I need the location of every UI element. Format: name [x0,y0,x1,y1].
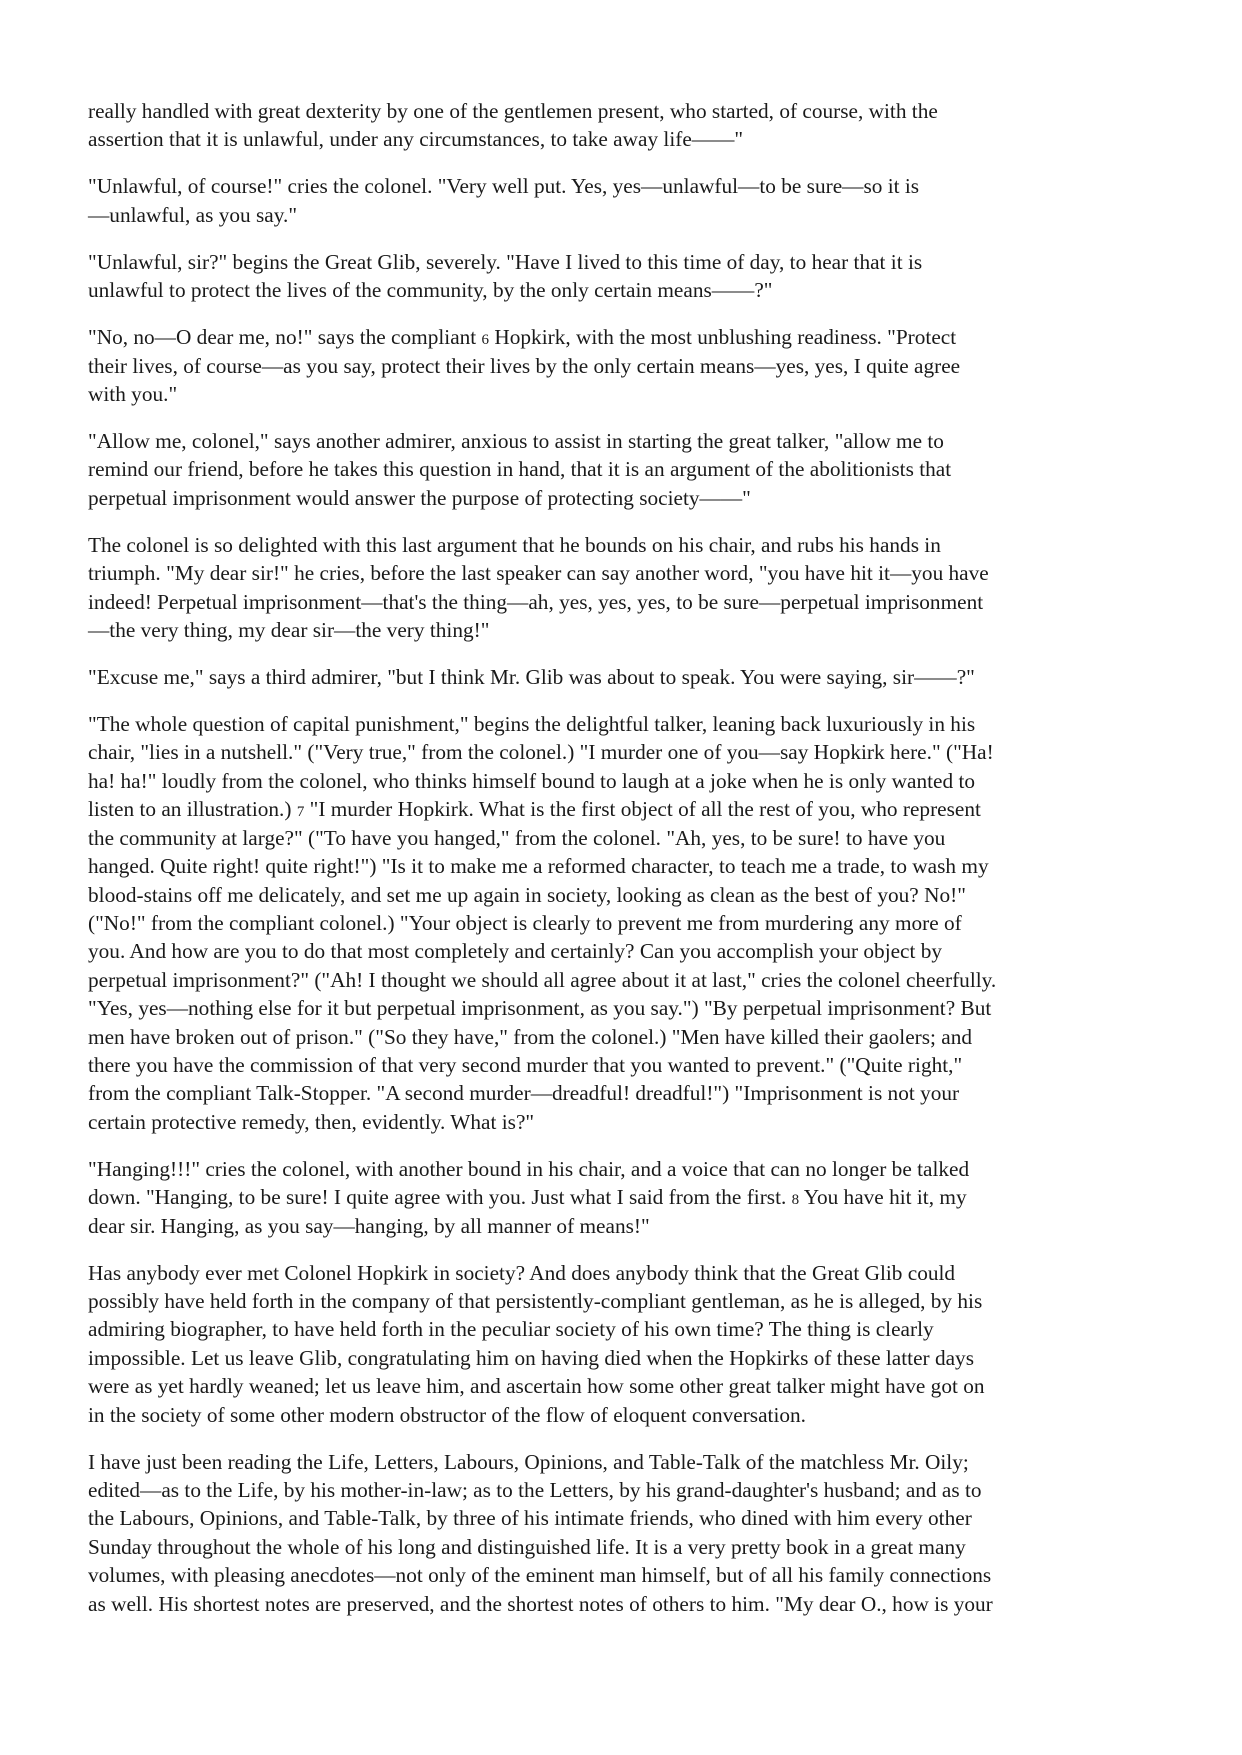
text-line: "Excuse me," says a third admirer, "but I think Mr. Glib was about to speak. You were saying, sir——?" [88,665,975,690]
text-line: indeed! Perpetual imprisonment—that's the thing—ah, yes, yes, yes, to be sure—perpetual imprisonment [88,589,984,614]
paragraph [88,1259,1152,1429]
text-line: "Yes, yes—nothing else for it but perpetual imprisonment, as you say.") "By perpetual imprisonment? But [88,996,992,1021]
text-line: Has anybody ever met Colonel Hopkirk in society? And does anybody think that the Great Glib could [88,1260,956,1285]
text-line: listen to an illustration.) 7 "I murder Hopkirk. What is the first object of all the rest of you, who represent [88,797,981,822]
page-number-marker: 6 [481,332,490,349]
paragraph [88,663,1152,691]
paragraph [88,1155,1152,1240]
text-line: their lives, of course—as you say, protect their lives by the only certain means—yes, yes, I quite agree [88,353,961,378]
text-line: from the compliant Talk-Stopper. "A second murder—dreadful! dreadful!") "Imprisonment is not your [88,1081,960,1106]
text-line: volumes, with pleasing anecdotes—not only of the eminent man himself, but of all his family connections [88,1563,992,1588]
text-line: "Unlawful, sir?" begins the Great Glib, severely. "Have I lived to this time of day, to hear that it is [88,249,923,274]
paragraph [88,1448,1152,1618]
text-line: "Hanging!!!" cries the colonel, with another bound in his chair, and a voice that can no longer be talked [88,1156,970,1181]
text-line: certain protective remedy, then, evidently. What is?" [88,1109,535,1134]
text-line: blood-stains off me delicately, and set me up again in society, looking as clean as the best of you? No!" [88,882,966,907]
text-line: dear sir. Hanging, as you say—hanging, by all manner of means!" [88,1213,650,1238]
text-line: I have just been reading the Life, Letters, Labours, Opinions, and Table-Talk of the matchless Mr. Oily; [88,1449,969,1474]
text-line: really handled with great dexterity by one of the gentlemen present, who started, of course, with the [88,99,938,123]
text-line: were as yet hardly weaned; let us leave him, and ascertain how some other great talker might have got on [88,1374,985,1399]
text-line: —the very thing, my dear sir—the very thing!" [88,618,490,643]
paragraph [88,323,1152,408]
text-line: in the society of some other modern obstructor of the flow of eloquent conversation. [88,1402,806,1427]
text-line: men have broken out of prison." ("So they have," from the colonel.) "Men have killed their gaolers; and [88,1024,973,1049]
text-line: you. And how are you to do that most completely and certainly? Can you accomplish your object by [88,939,943,964]
paragraph [88,97,1152,154]
text-line: impossible. Let us leave Glib, congratulating him on having died when the Hopkirks of these latter days [88,1345,974,1370]
text-line: as well. His shortest notes are preserved, and the shortest notes of others to him. "My dear O., how is your [88,1591,993,1616]
paragraph [88,427,1152,512]
text-line: there you have the commission of that very second murder that you wanted to prevent." ("Quite right," [88,1052,963,1077]
text-line: Sunday throughout the whole of his long and distinguished life. It is a very pretty book in a great many [88,1534,966,1559]
text-line: ("No!" from the compliant colonel.) "Your object is clearly to prevent me from murdering any more of [88,910,962,935]
text-line: edited—as to the Life, by his mother-in-law; as to the Letters, by his grand-daughter's husband; and as to [88,1478,982,1502]
text-line: "Allow me, colonel," says another admirer, anxious to assist in starting the great talker, "allow me to [88,429,944,454]
paragraph [88,172,1152,229]
text-line: perpetual imprisonment?" ("Ah! I thought we should all agree about it at last," cries the colonel cheerfully. [88,967,997,992]
paragraph [88,710,1152,1136]
text-line: The colonel is so delighted with this last argument that he bounds on his chair, and rubs his hands in [88,532,941,557]
text-line: triumph. "My dear sir!" he cries, before the last speaker can say another word, "you have hit it—you have [88,561,989,586]
page-number-marker: 7 [296,804,305,821]
text-line: "Unlawful, of course!" cries the colonel. "Very well put. Yes, yes—unlawful—to be sure—so it is [88,174,920,199]
text-line: the Labours, Opinions, and Table-Talk, by three of his intimate friends, who dined with him every other [88,1506,972,1531]
text-line: admiring biographer, to have held forth in the peculiar society of his own time? The thing is clearly [88,1317,934,1342]
text-line: ha! ha!" loudly from the colonel, who thinks himself bound to laugh at a joke when he is only wanted to [88,768,976,793]
text-line: "The whole question of capital punishment," begins the delightful talker, leaning back luxuriously in his [88,712,976,737]
text-line: "No, no—O dear me, no!" says the compliant 6 Hopkirk, with the most unblushing readiness. "Protect [88,325,957,350]
text-line: hanged. Quite right! quite right!") "Is it to make me a reformed character, to teach me a trade, to wash my [88,854,989,879]
text-line: —unlawful, as you say." [88,202,298,227]
text-line: perpetual imprisonment would answer the purpose of protecting society——" [88,485,751,510]
text-line: unlawful to protect the lives of the community, by the only certain means——?" [88,278,773,303]
text-line: assertion that it is unlawful, under any circumstances, to take away life——" [88,127,744,152]
text-line: the community at large?" ("To have you hanged," from the colonel. "Ah, yes, to be sure! to have you [88,825,946,850]
text-line: remind our friend, before he takes this question in hand, that it is an argument of the abolitionists that [88,457,952,482]
page-number-marker: 8 [791,1192,800,1209]
text-line: possibly have held forth in the company of that persistently-compliant gentleman, as he is alleged, by his [88,1288,983,1313]
text-line: down. "Hanging, to be sure! I quite agree with you. Just what I said from the first. 8 You have hit it, my [88,1185,967,1210]
text-line: with you." [88,382,178,407]
paragraph [88,531,1152,645]
paragraph [88,248,1152,305]
text-line: chair, "lies in a nutshell." ("Very true," from the colonel.) "I murder one of you—say Hopkirk here." ("Ha! [88,740,994,765]
